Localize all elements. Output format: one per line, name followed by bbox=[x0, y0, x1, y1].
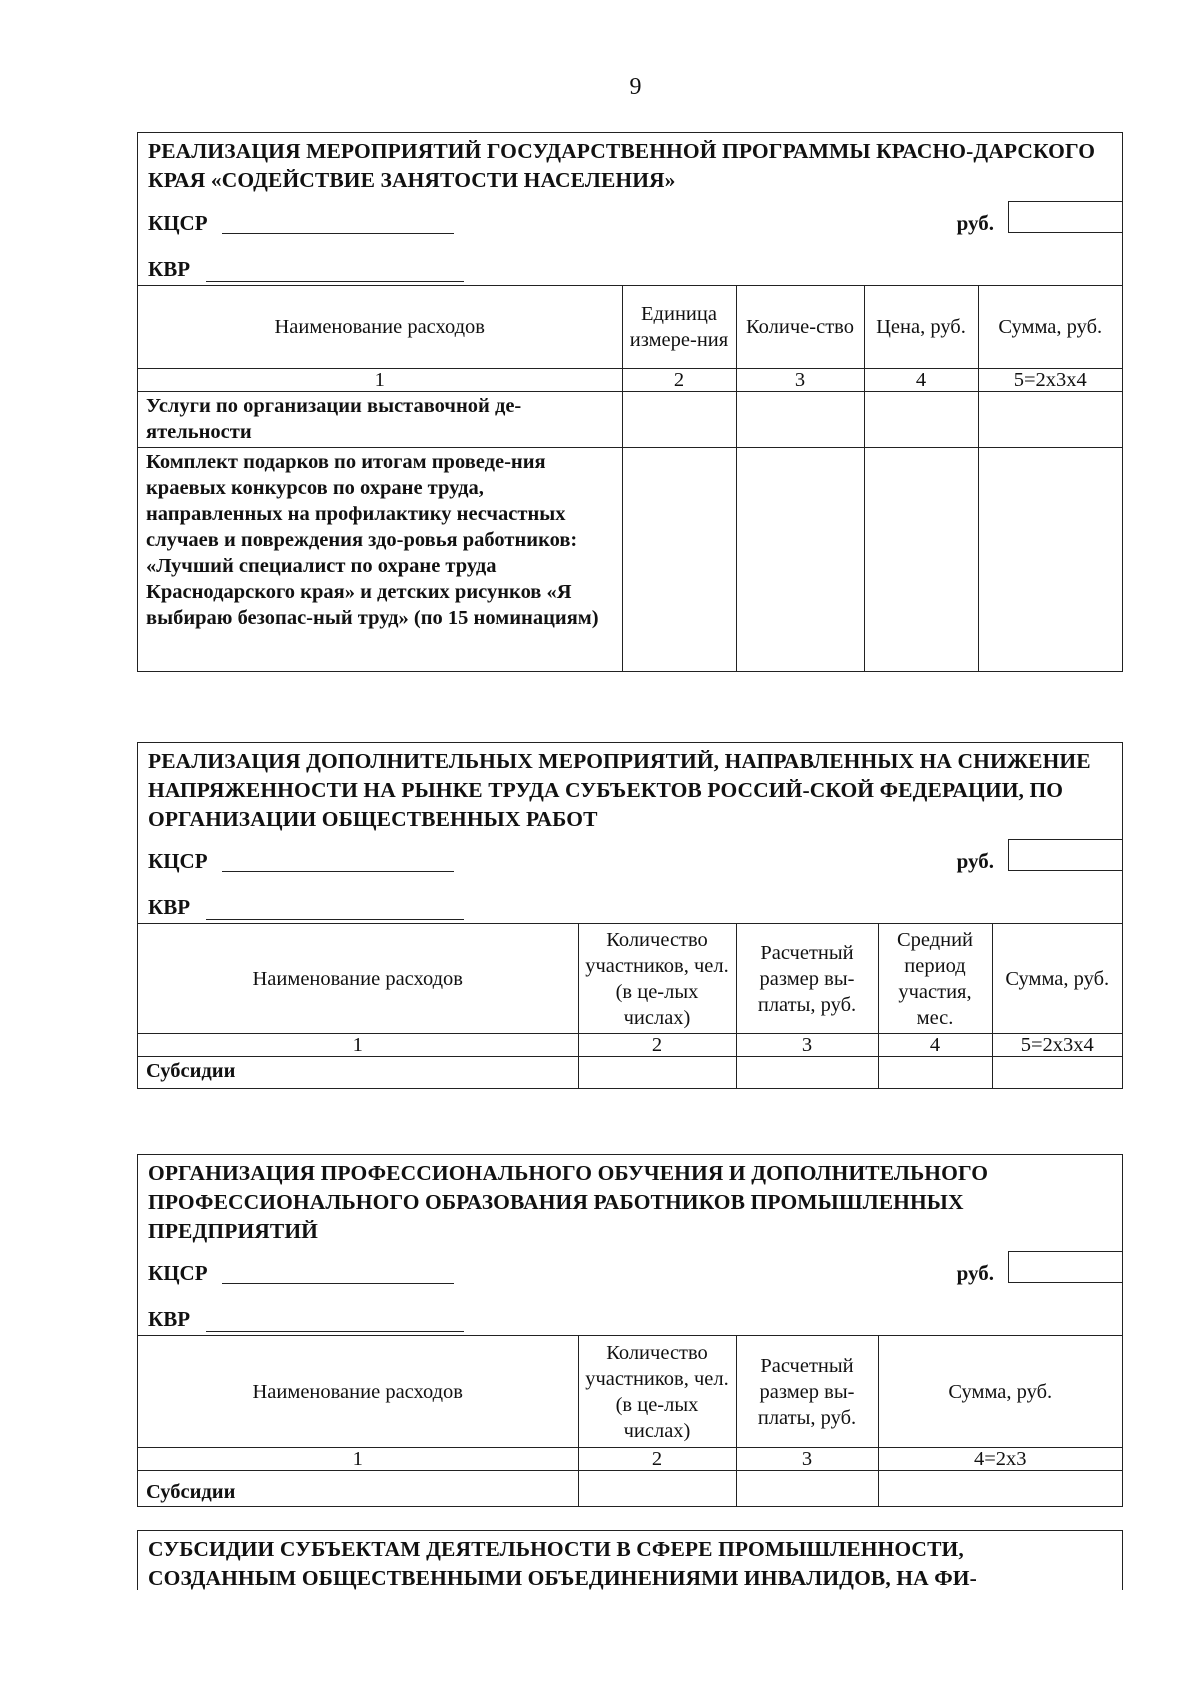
header-cell: Наименование расходов bbox=[138, 1336, 578, 1448]
section-public-works bbox=[137, 742, 1123, 1089]
header-cell: Сумма, руб. bbox=[978, 286, 1122, 369]
expense-table bbox=[138, 923, 1122, 1089]
header-cell: Количество участников, чел. (в це-лых числах) bbox=[578, 924, 736, 1034]
table-row bbox=[138, 448, 1122, 672]
column-number: 3 bbox=[736, 1448, 878, 1471]
page-number: 9 bbox=[629, 74, 642, 100]
table-cell[interactable] bbox=[864, 392, 978, 448]
section-title: СУБСИДИИ СУБЪЕКТАМ ДЕЯТЕЛЬНОСТИ В СФЕРЕ ПРОМЫШЛЕННОСТИ, СОЗДАННЫМ ОБЩЕСТВЕННЫМИ ОБЪЕДИНЕНИЯМИ ИНВАЛИДОВ, НА ФИ- bbox=[148, 1537, 977, 1590]
column-number: 4 bbox=[864, 369, 978, 392]
rub-field[interactable] bbox=[1008, 201, 1122, 233]
expense-table bbox=[138, 285, 1122, 672]
rub-field[interactable] bbox=[1008, 1251, 1122, 1283]
header-cell: Расчетный размер вы-платы, руб. bbox=[736, 924, 878, 1034]
table-header-row bbox=[138, 1336, 1122, 1448]
rub-label: руб. bbox=[956, 849, 994, 873]
kvr-label: КВР bbox=[148, 895, 191, 919]
column-number: 2 bbox=[578, 1448, 736, 1471]
kvr-field[interactable] bbox=[206, 1331, 464, 1332]
table-row bbox=[138, 392, 1122, 448]
expense-name: Субсидии bbox=[138, 1471, 578, 1507]
table-cell[interactable] bbox=[864, 448, 978, 672]
kvr-label: КВР bbox=[148, 1307, 191, 1331]
section-disabled-organizations bbox=[137, 1530, 1123, 1590]
kcsr-label: КЦСР bbox=[148, 1261, 208, 1285]
table-header-row bbox=[138, 286, 1122, 369]
column-number: 4=2х3 bbox=[878, 1448, 1122, 1471]
kcsr-field[interactable] bbox=[222, 1283, 454, 1284]
expense-name: Комплект подарков по итогам проведе-ния краевых конкурсов по охране труда, направленных на профилактику несчастных случаев и повреждения здо-ровья работников: «Лучший специалист по охране труда Краснодарского края» и детских рисунков «Я выбираю безопас-ный труд» (по 15 номинациям) bbox=[138, 448, 622, 672]
expense-name: Услуги по организации выставочной де-ятельности bbox=[138, 392, 622, 448]
kcsr-field[interactable] bbox=[222, 233, 454, 234]
column-number-row bbox=[138, 1448, 1122, 1471]
section-professional-training bbox=[137, 1154, 1123, 1507]
rub-label: руб. bbox=[956, 1261, 994, 1285]
column-number: 4 bbox=[878, 1034, 992, 1057]
kcsr-label: КЦСР bbox=[148, 211, 208, 235]
expense-table bbox=[138, 1335, 1122, 1507]
header-cell: Единица измере-ния bbox=[622, 286, 736, 369]
column-number: 5=2х3х4 bbox=[978, 369, 1122, 392]
table-row bbox=[138, 1057, 1122, 1089]
header-cell: Сумма, руб. bbox=[878, 1336, 1122, 1448]
header-cell: Расчетный размер вы-платы, руб. bbox=[736, 1336, 878, 1448]
column-number: 3 bbox=[736, 369, 864, 392]
header-cell: Количе-ство bbox=[736, 286, 864, 369]
kcsr-field[interactable] bbox=[222, 871, 454, 872]
kvr-field[interactable] bbox=[206, 919, 464, 920]
table-cell[interactable] bbox=[578, 1471, 736, 1507]
header-cell: Сумма, руб. bbox=[992, 924, 1122, 1034]
section-title: РЕАЛИЗАЦИЯ МЕРОПРИЯТИЙ ГОСУДАРСТВЕННОЙ ПРОГРАММЫ КРАСНО-ДАРСКОГО КРАЯ «СОДЕЙСТВИЕ ЗАНЯТОСТИ НАСЕЛЕНИЯ» bbox=[148, 139, 1096, 192]
column-number: 2 bbox=[578, 1034, 736, 1057]
section-employment-program bbox=[137, 132, 1123, 672]
kcsr-row bbox=[138, 1249, 1122, 1299]
rub-field[interactable] bbox=[1008, 839, 1122, 871]
kcsr-label: КЦСР bbox=[148, 849, 208, 873]
kvr-row bbox=[138, 887, 1122, 923]
table-cell[interactable] bbox=[878, 1471, 1122, 1507]
header-cell: Средний период участия, мес. bbox=[878, 924, 992, 1034]
column-number: 3 bbox=[736, 1034, 878, 1057]
header-cell: Количество участников, чел. (в це-лых числах) bbox=[578, 1336, 736, 1448]
kvr-label: КВР bbox=[148, 257, 191, 281]
expense-name: Субсидии bbox=[138, 1057, 578, 1089]
column-number: 1 bbox=[138, 1448, 578, 1471]
column-number-row bbox=[138, 369, 1122, 392]
kcsr-row bbox=[138, 199, 1122, 249]
table-cell[interactable] bbox=[736, 448, 864, 672]
table-cell[interactable] bbox=[578, 1057, 736, 1089]
table-cell[interactable] bbox=[736, 1471, 878, 1507]
header-cell: Цена, руб. bbox=[864, 286, 978, 369]
section-title: ОРГАНИЗАЦИЯ ПРОФЕССИОНАЛЬНОГО ОБУЧЕНИЯ И ДОПОЛНИТЕЛЬНОГО ПРОФЕССИОНАЛЬНОГО ОБРАЗОВАНИЯ РАБОТНИКОВ ПРОМЫШЛЕННЫХ ПРЕДПРИЯТИЙ bbox=[148, 1161, 989, 1243]
table-cell[interactable] bbox=[622, 448, 736, 672]
column-number-row bbox=[138, 1034, 1122, 1057]
table-cell[interactable] bbox=[978, 392, 1122, 448]
header-cell: Наименование расходов bbox=[138, 286, 622, 369]
column-number: 5=2х3х4 bbox=[992, 1034, 1122, 1057]
table-cell[interactable] bbox=[992, 1057, 1122, 1089]
table-header-row bbox=[138, 924, 1122, 1034]
column-number: 1 bbox=[138, 1034, 578, 1057]
kcsr-row bbox=[138, 837, 1122, 887]
kvr-row bbox=[138, 1299, 1122, 1335]
table-cell[interactable] bbox=[878, 1057, 992, 1089]
header-cell: Наименование расходов bbox=[138, 924, 578, 1034]
table-cell[interactable] bbox=[736, 1057, 878, 1089]
table-row bbox=[138, 1471, 1122, 1507]
column-number: 1 bbox=[138, 369, 622, 392]
column-number: 2 bbox=[622, 369, 736, 392]
table-cell[interactable] bbox=[622, 392, 736, 448]
table-cell[interactable] bbox=[978, 448, 1122, 672]
kvr-row bbox=[138, 249, 1122, 285]
kvr-field[interactable] bbox=[206, 281, 464, 282]
table-cell[interactable] bbox=[736, 392, 864, 448]
section-title: РЕАЛИЗАЦИЯ ДОПОЛНИТЕЛЬНЫХ МЕРОПРИЯТИЙ, НАПРАВЛЕННЫХ НА СНИЖЕНИЕ НАПРЯЖЕННОСТИ НА РЫНКЕ ТРУДА СУБЪЕКТОВ РОССИЙ-СКОЙ ФЕДЕРАЦИИ, ПО ОРГАНИЗАЦИИ ОБЩЕСТВЕННЫХ РАБОТ bbox=[148, 749, 1091, 831]
rub-label: руб. bbox=[956, 211, 994, 235]
